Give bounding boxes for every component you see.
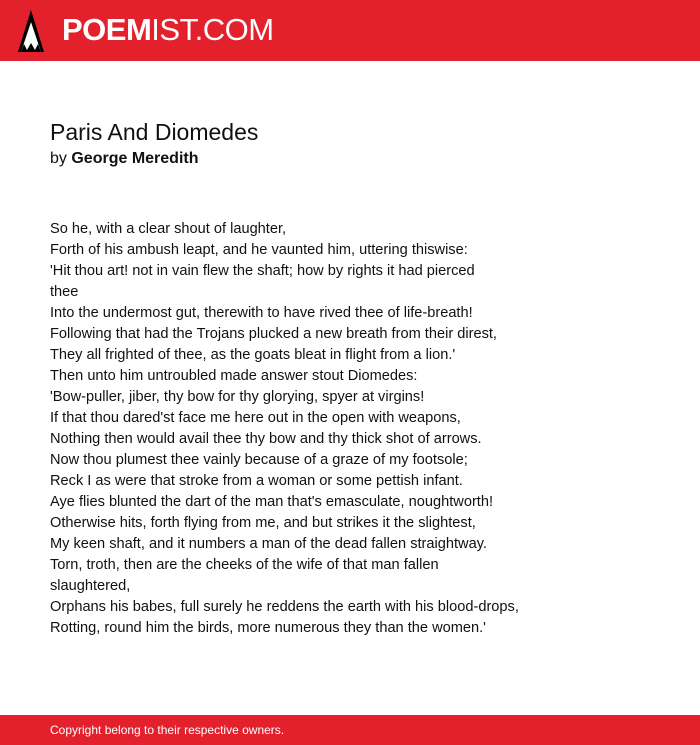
poem-line: Rotting, round him the birds, more numerous they than the women.' (50, 620, 486, 636)
poem-line: 'Bow-puller, jiber, thy bow for thy glorying, spyer at virgins! (50, 389, 425, 405)
logo-text-thin: IST.COM (151, 12, 274, 47)
poem-line: Forth of his ambush leapt, and he vaunted him, uttering thiswise: (50, 242, 468, 258)
author-name: George Meredith (71, 150, 199, 167)
poem-line: Nothing then would avail thee thy bow and thy thick shot of arrows. (50, 431, 482, 447)
poem-line: They all frighted of thee, as the goats bleat in flight from a lion.' (50, 347, 456, 363)
poem-body (50, 219, 570, 639)
poem-line: If that thou dared'st face me here out in the open with weapons, (50, 410, 461, 426)
poem-line: slaughtered, (50, 578, 131, 594)
poem-line: Aye flies blunted the dart of the man that's emasculate, noughtworth! (50, 494, 494, 510)
site-header (0, 0, 700, 61)
poem-line: Into the undermost gut, therewith to have rived thee of life-breath! (50, 305, 473, 321)
poem-line: Torn, troth, then are the cheeks of the wife of that man fallen (50, 557, 439, 573)
poem-line: 'Hit thou art! not in vain flew the shaft; how by rights it had pierced (50, 263, 475, 279)
poem-line: thee (50, 284, 79, 300)
byline (50, 148, 199, 170)
poem-line: Following that had the Trojans plucked a new breath from their direst, (50, 326, 497, 342)
site-logo-link[interactable] (62, 10, 274, 50)
pencil-tip-icon (18, 10, 44, 52)
poem-line: My keen shaft, and it numbers a man of the dead fallen straightway. (50, 536, 487, 552)
poem-line: Now thou plumest thee vainly because of a graze of my footsole; (50, 452, 468, 468)
poem-line: Then unto him untroubled made answer stout Diomedes: (50, 368, 418, 384)
site-footer (0, 715, 700, 745)
by-label: by (50, 150, 67, 167)
poem-line: Orphans his babes, full surely he reddens the earth with his blood-drops, (50, 599, 519, 615)
poem-line: Reck I as were that stroke from a woman or some pettish infant. (50, 473, 463, 489)
poem-line: Otherwise hits, forth flying from me, and but strikes it the slightest, (50, 515, 476, 531)
poem-line: So he, with a clear shout of laughter, (50, 221, 287, 237)
logo-text-bold: POEM (62, 12, 152, 47)
poem-title: Paris And Diomedes (50, 119, 259, 145)
copyright-text: Copyright belong to their respective owners. (50, 723, 285, 737)
